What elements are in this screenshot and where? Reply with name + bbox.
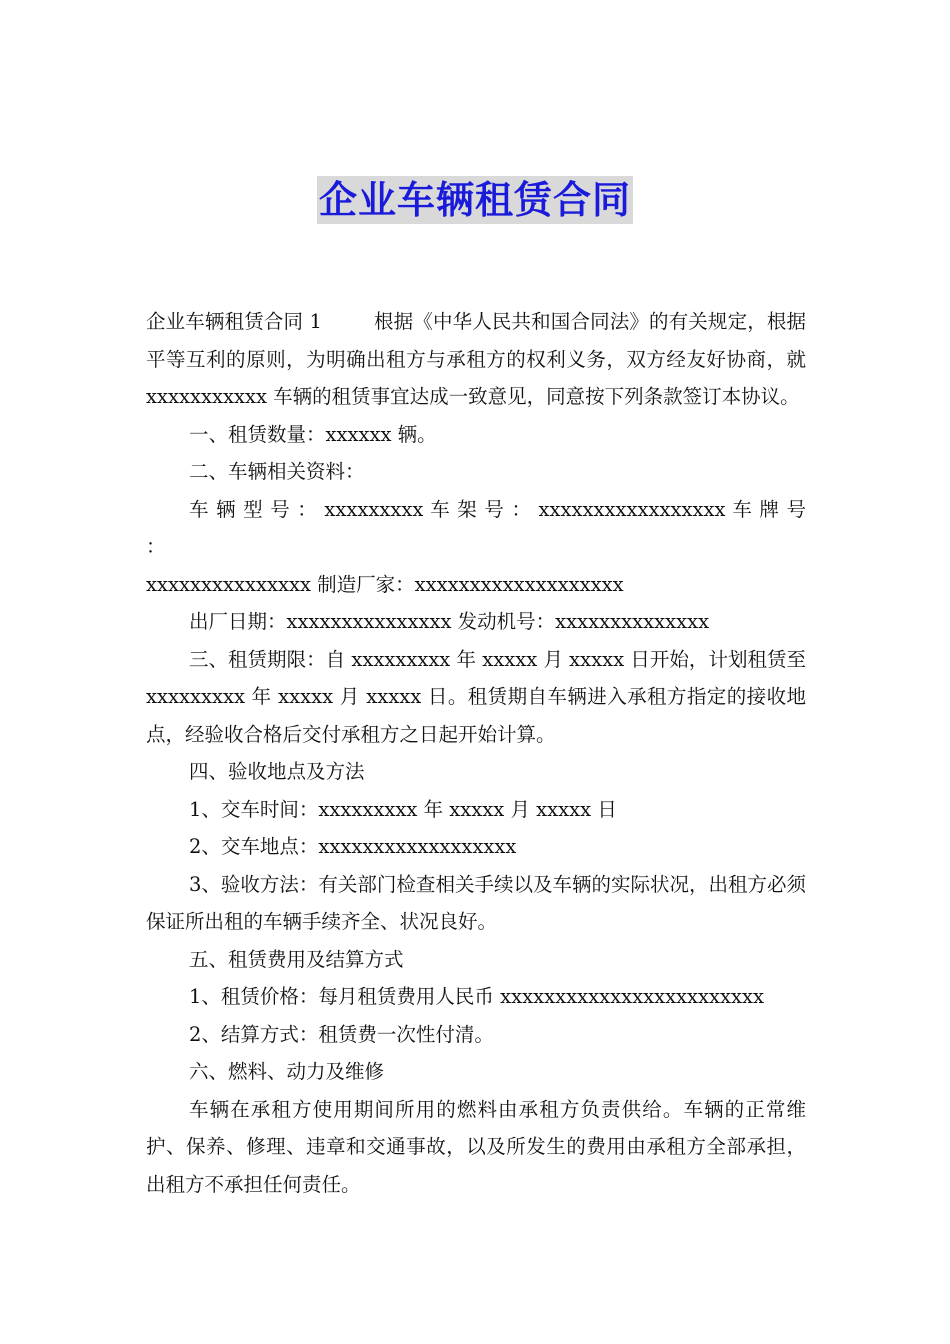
document-body xyxy=(146,303,806,1203)
section-3-term: 三、租赁期限：自 xxxxxxxxx 年 xxxxx 月 xxxxx 日开始，计划租赁至 xxxxxxxxx 年 xxxxx 月 xxxxx 日。租赁期自车辆进入承租方指定的接收地点，经验收合格后交付承租方之日起开始计算。 xyxy=(146,647,806,746)
title-container xyxy=(0,176,950,224)
section-6-body: 车辆在承租方使用期间所用的燃料由承租方负责供给。车辆的正常维护、保养、修理、违章和交通事故，以及所发生的费用由承租方全部承担，出租方不承担任何责任。 xyxy=(146,1097,806,1196)
section-4-item-1: 1、交车时间：xxxxxxxxx 年 xxxxx 月 xxxxx 日 xyxy=(189,797,617,821)
section-6-heading: 六、燃料、动力及维修 xyxy=(189,1060,385,1083)
section-4-item-3: 3、验收方法：有关部门检查相关手续以及车辆的实际状况，出租方必须保证所出租的车辆手续齐全、状况良好。 xyxy=(146,872,806,933)
section-5-item-1: 1、租赁价格：每月租赁费用人民币 xxxxxxxxxxxxxxxxxxxxxxxx xyxy=(189,985,765,1008)
section-4-item-2: 2、交车地点：xxxxxxxxxxxxxxxxxx xyxy=(189,835,517,858)
section-5-item-2: 2、结算方式：租赁费一次性付清。 xyxy=(189,1022,494,1046)
document-title: 企业车辆租赁合同 xyxy=(318,178,631,222)
section-4-heading: 四、验收地点及方法 xyxy=(189,760,365,783)
section-2-heading: 二、车辆相关资料： xyxy=(189,460,365,483)
intro-paragraph xyxy=(146,303,806,416)
vehicle-info-line-2: xxxxxxxxxxxxxxx 制造厂家：xxxxxxxxxxxxxxxxxxx xyxy=(146,572,624,596)
intro-heading: 企业车辆租赁合同 1 xyxy=(146,310,322,333)
section-5-heading: 五、租赁费用及结算方式 xyxy=(189,947,404,971)
intro-text: 根据《中华人民共和国合同法》的有关规定，根据平等互利的原则，为明确出租方与承租方的权利义务，双方经友好协商，就 xxxxxxxxxxx 车辆的租赁事宜达成一致意见，同意按下列条款签订本协议。 xyxy=(146,310,806,408)
section-1-quantity: 一、租赁数量：xxxxxx 辆。 xyxy=(189,422,437,446)
vehicle-info-line-3: 出厂日期：xxxxxxxxxxxxxxx 发动机号：xxxxxxxxxxxxxx xyxy=(189,610,710,633)
vehicle-info-line-1: 车 辆 型 号 ： xxxxxxxxx 车 架 号 ： xxxxxxxxxxxxxxxxx 车 牌 号 ： xyxy=(146,497,806,558)
